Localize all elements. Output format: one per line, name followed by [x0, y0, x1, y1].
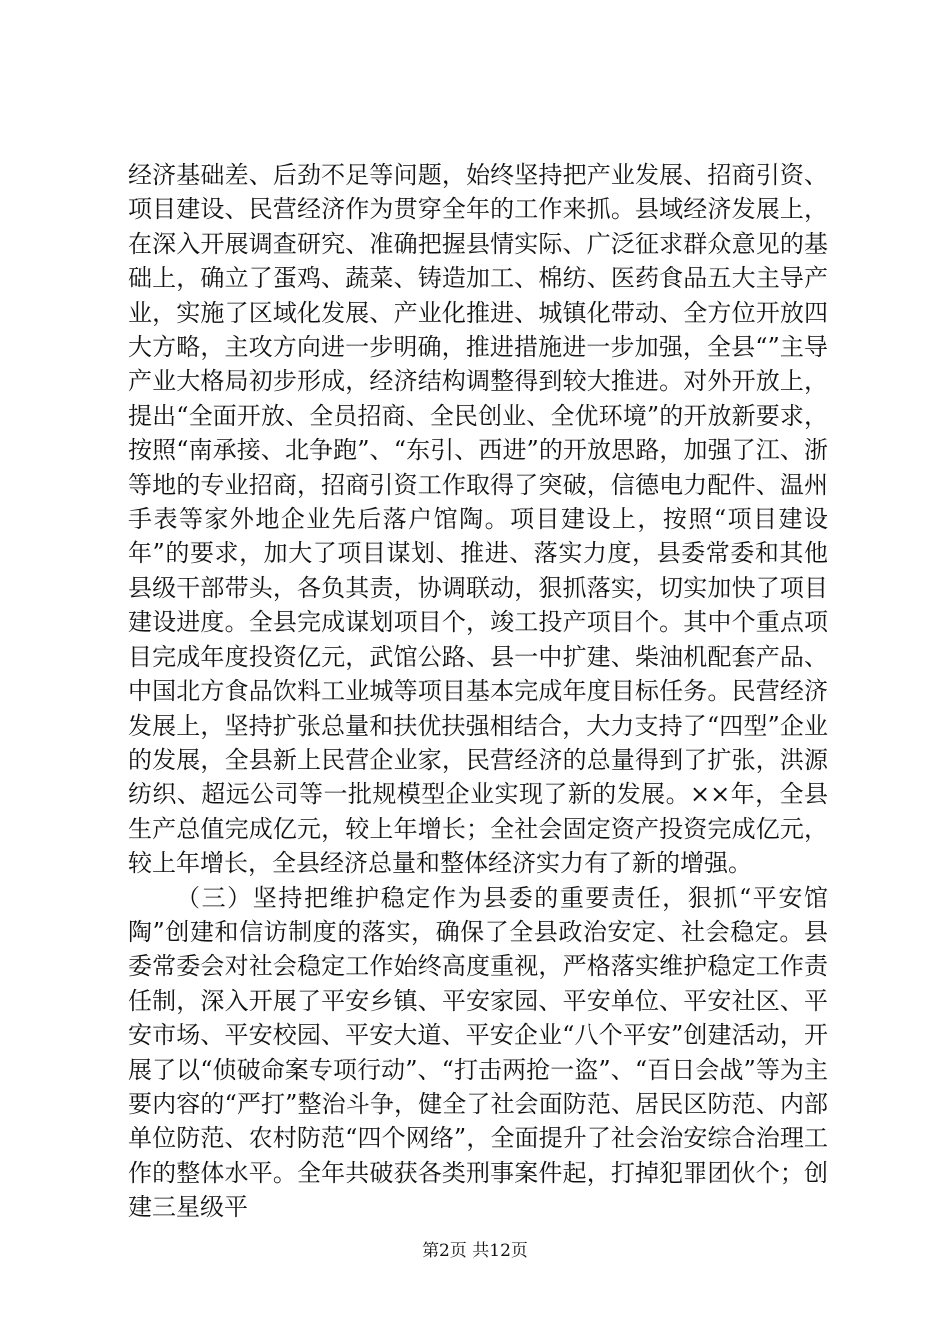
paragraph-continued: 经济基础差、后劲不足等问题，始终坚持把产业发展、招商引资、项目建设、民营经济作为贯穿全年的工作来抓。县域经济发展上，在深入开展调查研究、准确把握县情实际、广泛征求群众意见的基础上，确立了蛋鸡、蔬菜、铸造加工、棉纺、医药食品五大主导产业，实施了区域化发展、产业化推进、城镇化带动、全方位开放四大方略，主攻方向进一步明确，推进措施进一步加强，全县“”主导产业大格局初步形成，经济结构调整得到较大推进。对外开放上，提出“全面开放、全员招商、全民创业、全优环境”的开放新要求，按照“南承接、北争跑”、“东引、西进”的开放思路，加强了江、浙等地的专业招商，招商引资工作取得了突破，信德电力配件、温州手表等家外地企业先后落户馆陶。项目建设上，按照“项目建设年”的要求，加大了项目谋划、推进、落实力度，县委常委和其他县级干部带头，各负其责，协调联动，狠抓落实，切实加快了项目建设进度。全县完成谋划项目个，竣工投产项目个。其中个重点项目完成年度投资亿元，武馆公路、县一中扩建、柴油机配套产品、中国北方食品饮料工业城等项目基本完成年度目标任务。民营经济发展上，坚持扩张总量和扶优扶强相结合，大力支持了“四型”企业的发展，全县新上民营企业家，民营经济的总量得到了扩张，洪源纺织、超远公司等一批规模型企业实现了新的发展。××年，全县生产总值完成亿元，较上年增长；全社会固定资产投资完成亿元，较上年增长，全县经济总量和整体经济实力有了新的增强。: [128, 161, 828, 878]
page-footer: [0, 1240, 950, 1262]
paragraph-section-three: （三）坚持把维护稳定作为县委的重要责任，狠抓“平安馆陶”创建和信访制度的落实，确保了全县政治安定、社会稳定。县委常委会对社会稳定工作始终高度重视，严格落实维护稳定工作责任制，深入开展了平安乡镇、平安家园、平安单位、平安社区、平安市场、平安校园、平安大道、平安企业“八个平安”创建活动，开展了以“侦破命案专项行动”、“打击两抢一盗”、“百日会战”等为主要内容的“严打”整治斗争，健全了社会面防范、居民区防范、内部单位防范、农村防范“四个网络”，全面提升了社会治安综合治理工作的整体水平。全年共破获各类刑事案件起，打掉犯罪团伙个；创建三星级平: [128, 883, 828, 1222]
page-number-label: 第2页 共12页: [422, 1241, 528, 1261]
document-body: [128, 158, 828, 1225]
